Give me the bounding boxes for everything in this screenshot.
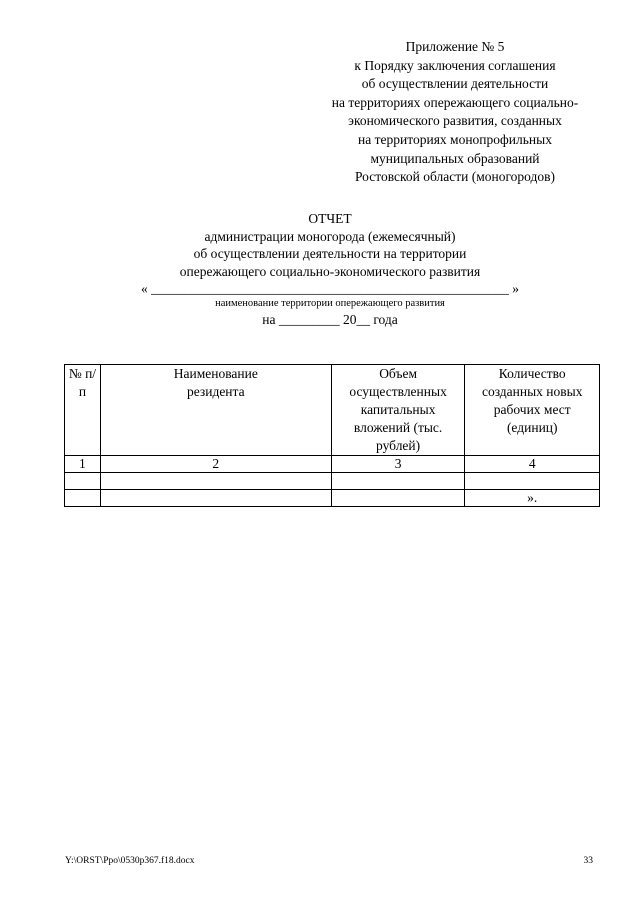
appendix-line: на территориях опережающего социально- bbox=[331, 94, 579, 110]
territory-name-caption: наименование территории опережающего развития bbox=[215, 297, 445, 309]
report-subtitle-line: опережающего социально-экономического развития bbox=[179, 263, 481, 279]
report-subtitle-line: администрации моногорода (ежемесячный) bbox=[204, 228, 456, 244]
table-row bbox=[65, 456, 600, 473]
table-cell bbox=[331, 490, 465, 507]
table-cell bbox=[65, 473, 101, 490]
appendix-block bbox=[305, 38, 605, 187]
header-number: № п/п bbox=[65, 365, 101, 456]
table-cell bbox=[100, 473, 331, 490]
report-heading bbox=[110, 210, 550, 328]
report-period: на _________ 20__ года bbox=[262, 311, 398, 327]
report-title: ОТЧЕТ bbox=[308, 211, 352, 226]
table-cell bbox=[465, 473, 600, 490]
appendix-line: Приложение № 5 bbox=[405, 39, 505, 54]
header-resident-name: Наименование резидента bbox=[100, 365, 331, 456]
table-cell bbox=[65, 490, 101, 507]
table-closing-cell: ». bbox=[465, 490, 600, 507]
table-row bbox=[65, 490, 600, 507]
column-number-cell: 1 bbox=[65, 456, 101, 473]
table-cell bbox=[331, 473, 465, 490]
appendix-line: Ростовской области (моногородов) bbox=[354, 169, 556, 185]
header-capital-investment: Объем осуществленных капитальных вложений (тыс. рублей) bbox=[331, 365, 465, 456]
column-number-cell: 3 bbox=[331, 456, 465, 473]
appendix-line: об осуществлении деятельности bbox=[361, 76, 549, 92]
table-row bbox=[65, 473, 600, 490]
appendix-line: муниципальных образований bbox=[370, 150, 540, 166]
table-header-row bbox=[65, 365, 600, 456]
table-cell bbox=[100, 490, 331, 507]
appendix-line: на территориях монопрофильных bbox=[358, 131, 552, 147]
appendix-line: экономического развития, созданных bbox=[348, 113, 562, 129]
appendix-line: к Порядку заключения соглашения bbox=[354, 57, 556, 73]
column-number-cell: 4 bbox=[465, 456, 600, 473]
footer-file-path: Y:\ORST\Ppo\0530p367.f18.docx bbox=[65, 856, 195, 866]
header-new-jobs: Количество созданных новых рабочих мест (единиц) bbox=[465, 365, 600, 456]
territory-name-field: « _____________________________________________________ » bbox=[141, 281, 519, 296]
report-subtitle-line: об осуществлении деятельности на территории bbox=[193, 246, 467, 261]
column-number-cell: 2 bbox=[100, 456, 331, 473]
residents-table bbox=[64, 364, 600, 507]
page-number: 33 bbox=[583, 856, 593, 866]
